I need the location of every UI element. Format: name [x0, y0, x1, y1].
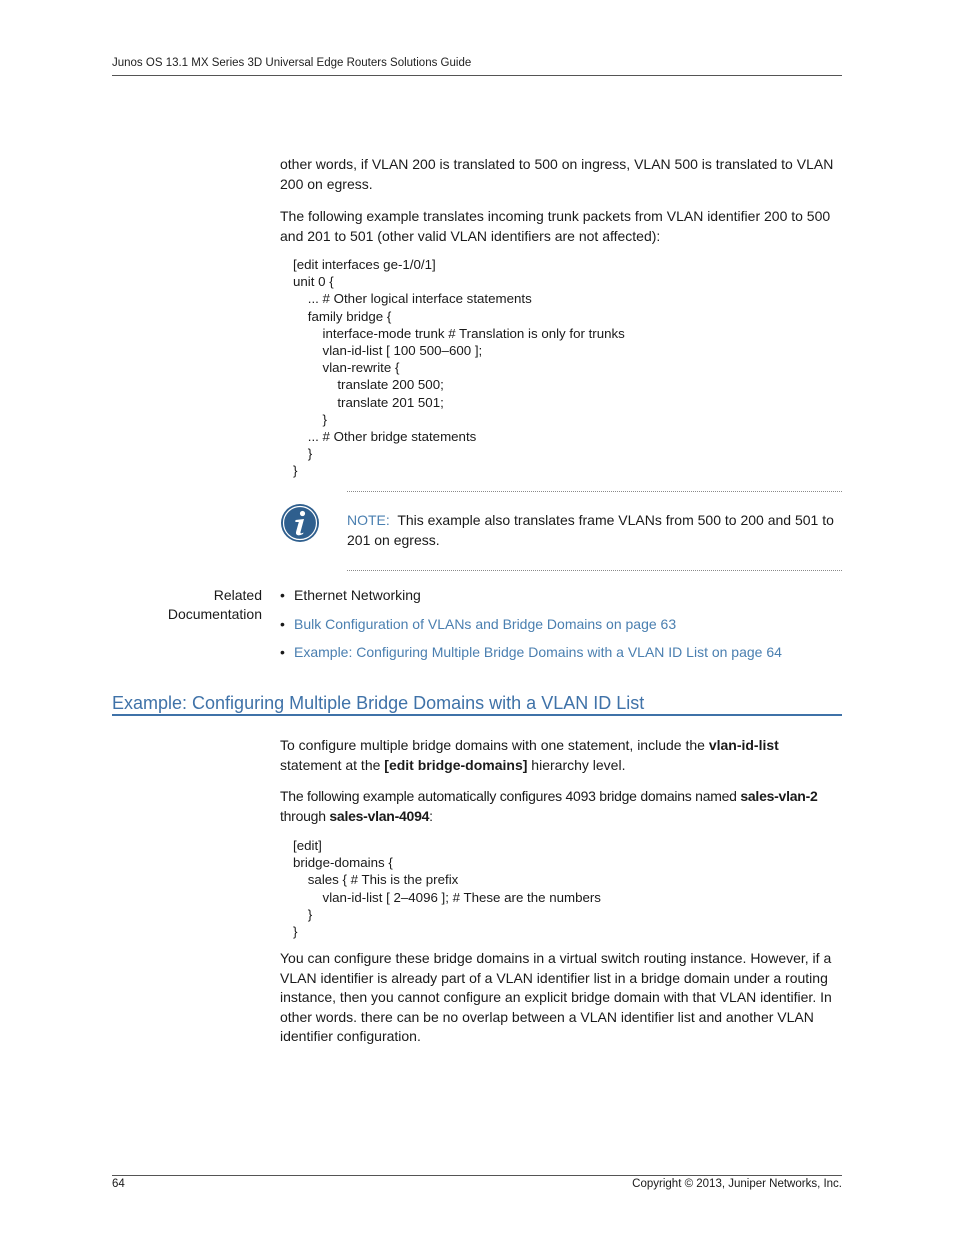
command-sales-vlan-2: sales-vlan-2 — [740, 788, 818, 804]
related-label-line2: Documentation — [167, 606, 262, 622]
related-label-line1: Related — [213, 587, 262, 603]
note-text: This example also translates frame VLANs from 500 to 200 and 501 to 201 on egress. — [347, 512, 834, 548]
related-documentation-label — [112, 586, 262, 624]
text-span: : — [429, 807, 433, 824]
command-edit-bridge-domains: [edit bridge-domains] — [384, 756, 528, 773]
code-block-bridge-domains: [edit] bridge-domains { sales { # This is the prefix vlan-id-list [ 2–4096 ]; # These are the numbers } } — [293, 838, 601, 940]
page-number: 64 — [112, 1178, 125, 1190]
note-body — [347, 510, 843, 550]
footer-rule — [112, 1175, 842, 1176]
section-paragraph-2 — [280, 787, 842, 826]
section-heading-rule — [112, 714, 842, 716]
command-vlan-id-list: vlan-id-list — [708, 737, 779, 753]
text-span: To configure multiple bridge domains with one statement, include the — [280, 737, 709, 753]
related-link-multiple-bridge-domains[interactable]: Example: Configuring Multiple Bridge Domains with a VLAN ID List on page 64 — [294, 644, 782, 661]
intro-text-2: The following example translates incoming trunk packets from VLAN identifier 200 to 500 and 201 to 501 (other valid VLAN identifiers are not affected): — [280, 208, 831, 244]
intro-text-1: other words, if VLAN 200 is translated to 500 on ingress, VLAN 500 is translated to VLAN 200 on egress. — [280, 156, 834, 192]
related-documentation-list — [280, 586, 782, 672]
header-rule — [112, 75, 842, 76]
text-span: through — [280, 807, 330, 824]
info-icon — [280, 503, 320, 543]
note-bottom-divider — [347, 570, 842, 571]
bullet-icon: • — [280, 615, 285, 632]
note-top-divider — [347, 491, 842, 492]
related-link-bulk-configuration[interactable]: Bulk Configuration of VLANs and Bridge Domains on page 63 — [294, 615, 677, 632]
command-sales-vlan-4094: sales-vlan-4094 — [329, 807, 430, 824]
section-text-3: You can configure these bridge domains in a virtual switch routing instance. However, if a VLAN identifier is already part of a VLAN identifier list in a bridge domain under a routing instance, then you cannot configure an explicit bridge domain with that VLAN identifier. In other words. there can be no overlap between a VLAN identifier list and another VLAN identifier configuration. — [280, 950, 832, 1044]
text-span: statement at the — [280, 756, 385, 773]
running-header: Junos OS 13.1 MX Series 3D Universal Edge Routers Solutions Guide — [112, 57, 472, 69]
intro-paragraph-2 — [280, 207, 842, 246]
related-item[interactable] — [280, 643, 782, 672]
section-heading: Example: Configuring Multiple Bridge Domains with a VLAN ID List — [112, 693, 645, 713]
text-span: The following example automatically configures 4093 bridge domains named — [280, 788, 741, 804]
bullet-icon: • — [280, 644, 285, 661]
section-paragraph-1 — [280, 736, 842, 775]
section-paragraph-3 — [280, 949, 842, 1047]
related-item-text: Ethernet Networking — [294, 587, 421, 603]
related-item — [280, 586, 782, 615]
intro-paragraph-1 — [280, 155, 842, 194]
bullet-icon: • — [280, 587, 285, 603]
copyright-notice: Copyright © 2013, Juniper Networks, Inc. — [632, 1178, 842, 1190]
code-block-vlan-rewrite: [edit interfaces ge-1/0/1] unit 0 { ... # Other logical interface statements family bridge { interface-mode trunk # Translation is only for trunks vlan-id-list [ 100 500–600 ]; vlan-rewrite { translate 200 500; translate 201 501; } ... # Other bridge statements } } — [293, 257, 625, 479]
note-label: NOTE: — [347, 512, 390, 528]
text-span: hierarchy level. — [527, 756, 626, 773]
related-item[interactable] — [280, 615, 782, 644]
